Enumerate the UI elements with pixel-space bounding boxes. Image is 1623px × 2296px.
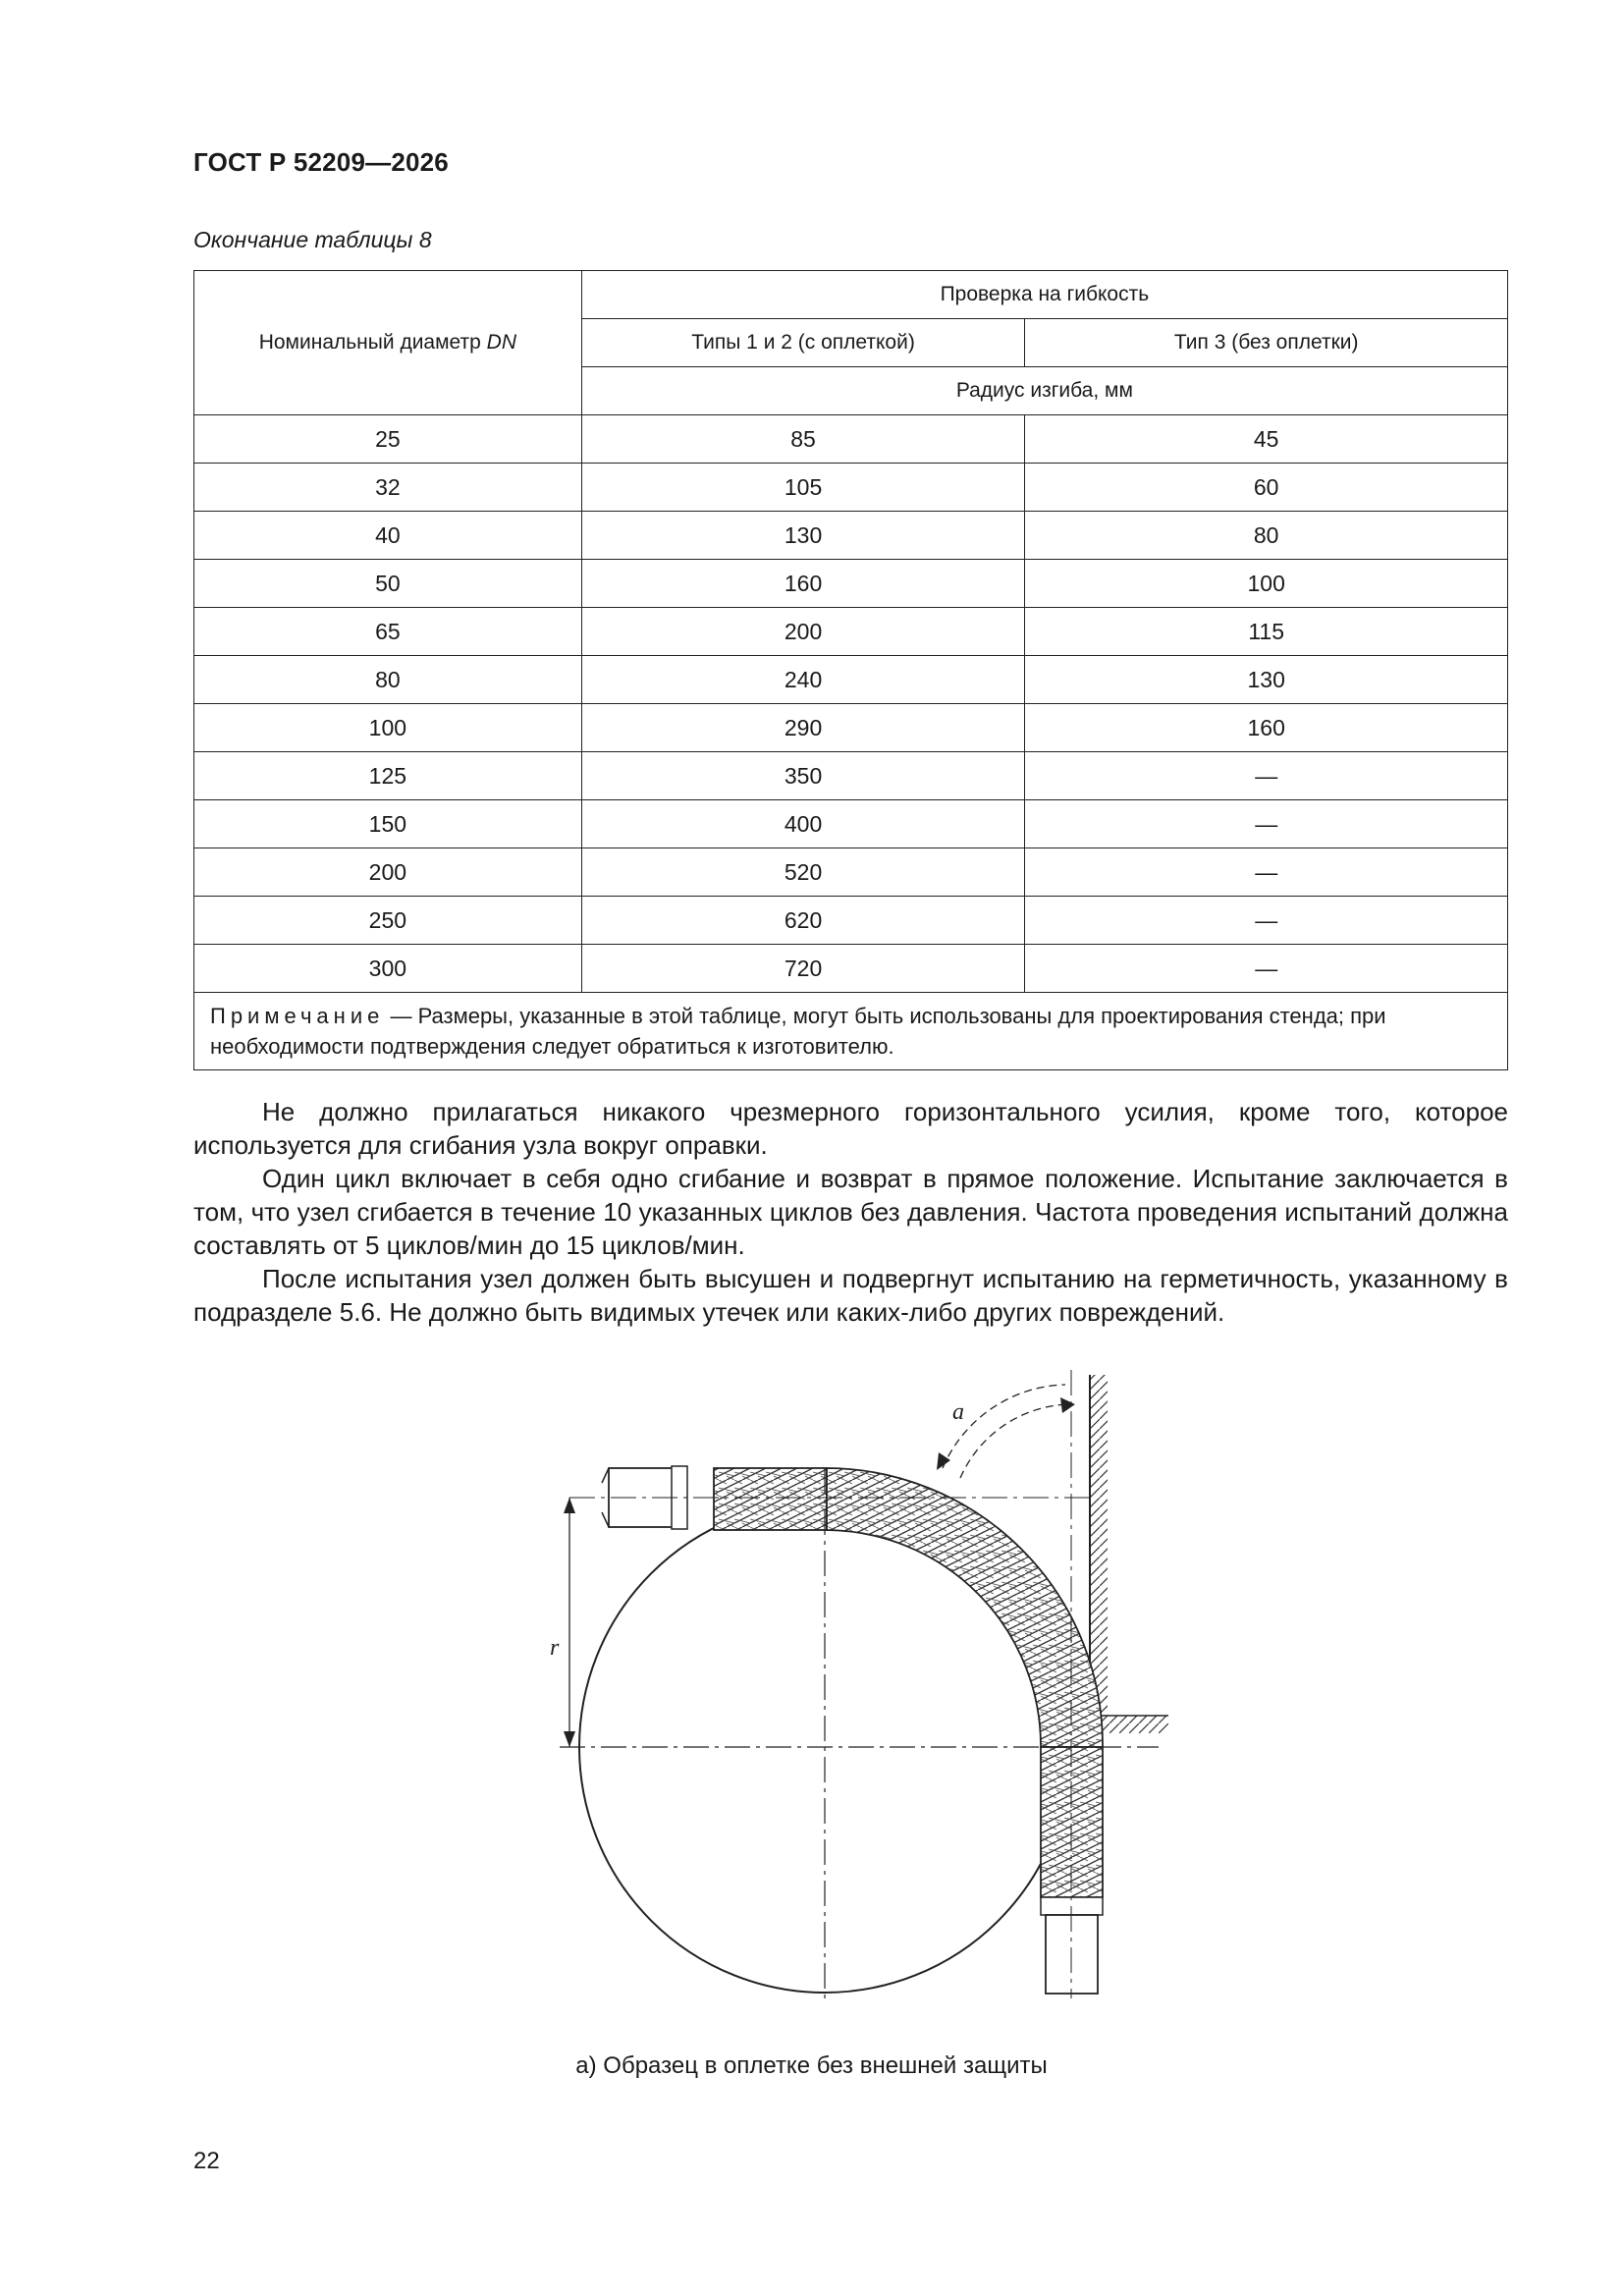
document-header: ГОСТ Р 52209—2026: [193, 147, 449, 177]
table-row: [194, 848, 1508, 897]
page-number: 22: [193, 2148, 220, 2174]
cell-radius-types-1-2: 350: [581, 752, 1025, 800]
cell-dn: 150: [194, 800, 582, 848]
cell-dn: 100: [194, 704, 582, 752]
note-text: — Размеры, указанные в этой таблице, могут быть использованы для проектирования стенда; при необходимости подтверждения следует обратиться к изготовителю.: [210, 1004, 1386, 1059]
cell-radius-types-1-2: 290: [581, 704, 1025, 752]
table-row: [194, 656, 1508, 704]
table-row: [194, 897, 1508, 945]
paragraph: Один цикл включает в себя одно сгибание и возврат в прямое положение. Испытание заключается в том, что узел сгибается в течение 10 указанных циклов без давления. Частота проведения испытаний должна составлять от 5 циклов/мин до 15 циклов/мин.: [193, 1164, 1508, 1260]
cell-radius-type-3: —: [1025, 945, 1508, 993]
cell-radius-type-3: 115: [1025, 608, 1508, 656]
bend-test-figure: [530, 1370, 1178, 1998]
cell-radius-types-1-2: 240: [581, 656, 1025, 704]
cell-radius-type-3: 45: [1025, 415, 1508, 464]
cell-radius-types-1-2: 620: [581, 897, 1025, 945]
cell-radius-types-1-2: 520: [581, 848, 1025, 897]
table-row: [194, 560, 1508, 608]
cell-radius-types-1-2: 85: [581, 415, 1025, 464]
cell-radius-type-3: 100: [1025, 560, 1508, 608]
cell-dn: 80: [194, 656, 582, 704]
table-8: [193, 270, 1508, 1070]
bend-angle-label: a: [952, 1399, 964, 1425]
table-note: [194, 993, 1508, 1070]
column-header-type-3: Тип 3 (без оплетки): [1025, 319, 1508, 367]
note-label: Примечание: [210, 1004, 385, 1028]
dimension-r-label: r: [550, 1635, 560, 1661]
cell-radius-type-3: 60: [1025, 464, 1508, 512]
cell-radius-types-1-2: 200: [581, 608, 1025, 656]
table-row: [194, 464, 1508, 512]
figure-caption: а) Образец в оплетке без внешней защиты: [575, 2052, 1048, 2079]
cell-radius-type-3: 160: [1025, 704, 1508, 752]
cell-dn: 125: [194, 752, 582, 800]
bend-arrow: [943, 1385, 1065, 1468]
cell-radius-type-3: —: [1025, 800, 1508, 848]
table-row: [194, 512, 1508, 560]
column-header-dn: Номинальный диаметр DN: [194, 271, 582, 415]
cell-dn: 32: [194, 464, 582, 512]
paragraph: Не должно прилагаться никакого чрезмерного горизонтального усилия, кроме того, которое используется для сгибания узла вокруг оправки.: [193, 1097, 1508, 1160]
table-row: [194, 945, 1508, 993]
table-row: [194, 752, 1508, 800]
body-text: [193, 1095, 1508, 1329]
table-caption: Окончание таблицы 8: [193, 227, 432, 252]
column-group-header: Проверка на гибкость: [581, 271, 1507, 319]
cell-dn: 300: [194, 945, 582, 993]
cell-dn: 25: [194, 415, 582, 464]
cell-radius-types-1-2: 400: [581, 800, 1025, 848]
cell-radius-types-1-2: 105: [581, 464, 1025, 512]
cell-dn: 200: [194, 848, 582, 897]
cell-dn: 50: [194, 560, 582, 608]
paragraph: После испытания узел должен быть высушен и подвергнут испытанию на герметичность, указанному в подразделе 5.6. Не должно быть видимых утечек или каких-либо других повреждений.: [193, 1264, 1508, 1327]
unit-header: Радиус изгиба, мм: [581, 367, 1507, 415]
cell-radius-type-3: —: [1025, 848, 1508, 897]
cell-radius-types-1-2: 720: [581, 945, 1025, 993]
cell-radius-types-1-2: 160: [581, 560, 1025, 608]
cell-dn: 40: [194, 512, 582, 560]
cell-dn: 250: [194, 897, 582, 945]
cell-radius-types-1-2: 130: [581, 512, 1025, 560]
cell-radius-type-3: 80: [1025, 512, 1508, 560]
column-header-types-1-2: Типы 1 и 2 (с оплеткой): [581, 319, 1025, 367]
table-row: [194, 608, 1508, 656]
cell-radius-type-3: —: [1025, 897, 1508, 945]
table-row: [194, 415, 1508, 464]
table-row: [194, 800, 1508, 848]
cell-dn: 65: [194, 608, 582, 656]
braid-straight: [714, 1468, 827, 1530]
cell-radius-type-3: 130: [1025, 656, 1508, 704]
table-row: [194, 704, 1508, 752]
cell-radius-type-3: —: [1025, 752, 1508, 800]
